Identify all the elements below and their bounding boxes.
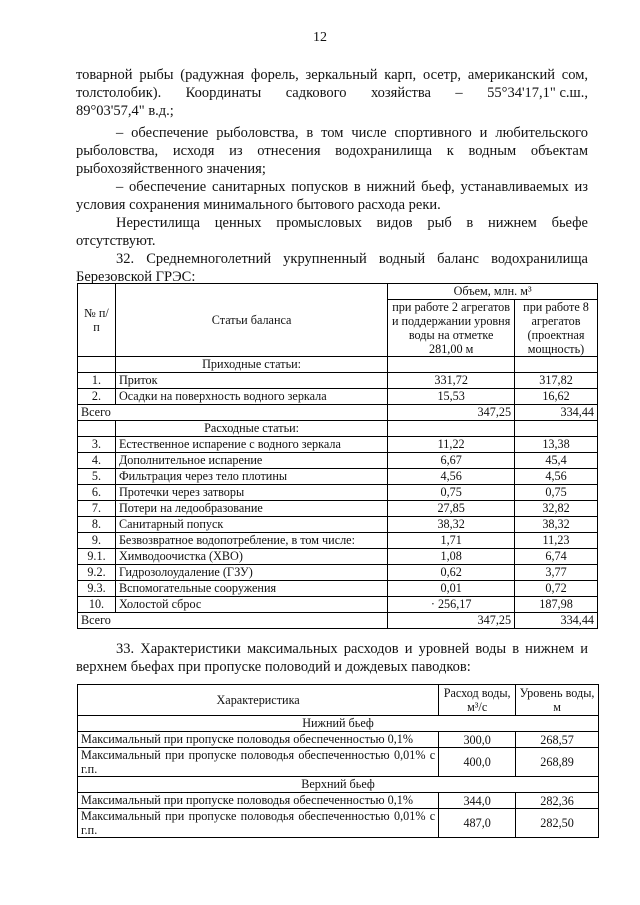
income-title: Приходные статьи: (115, 357, 387, 373)
row-item: Естественное испарение с водного зеркала (115, 437, 387, 453)
row-number: 2. (78, 389, 116, 405)
expense-rows (78, 437, 598, 613)
row-value-2-units: 0,01 (388, 581, 515, 597)
header-level: Уровень воды, м (516, 685, 599, 716)
header-items: Статьи баланса (115, 284, 387, 357)
table-row (78, 485, 598, 501)
row-value-8-units: 0,72 (515, 581, 598, 597)
total-v1: 347,25 (388, 613, 515, 629)
row-value-8-units: 45,4 (515, 453, 598, 469)
row-value-2-units: 4,56 (388, 469, 515, 485)
lower-pool-title-row (78, 716, 599, 732)
section-33-heading: 33. Характеристики максимальных расходов и уровней воды в нижнем и верхнем бьефах при пропуске половодий и дождевых паводков: (76, 641, 588, 675)
page-number: 12 (313, 30, 327, 45)
header-volume: Объем, млн. м³ (388, 284, 598, 300)
table-row (78, 809, 599, 838)
row-value-8-units: 0,75 (515, 485, 598, 501)
row-value-8-units: 32,82 (515, 501, 598, 517)
table-row (78, 748, 599, 777)
row-value-8-units: 6,74 (515, 549, 598, 565)
header-characteristic: Характеристика (78, 685, 439, 716)
row-number: 8. (78, 517, 116, 533)
income-title-row (78, 357, 598, 373)
header-col-2-units: при работе 2 агрегатов и поддержании уровня воды на отметке 281,00 м (388, 300, 515, 357)
row-number: 9. (78, 533, 116, 549)
total-v2: 334,44 (515, 613, 598, 629)
row-item: Дополнительное испарение (115, 453, 387, 469)
total-label: Всего (78, 405, 388, 421)
row-value-8-units: 317,82 (515, 373, 598, 389)
total-v1: 347,25 (388, 405, 515, 421)
row-number: 1. (78, 373, 116, 389)
row-number: 5. (78, 469, 116, 485)
row-value-8-units: 11,23 (515, 533, 598, 549)
intro-line-1: товарной рыбы (радужная форель, зеркальный карп, осетр, американский сом, (76, 67, 588, 83)
lower-pool-rows (78, 732, 599, 777)
row-value-2-units: 38,32 (388, 517, 515, 533)
row-number: 9.1. (78, 549, 116, 565)
row-flow: 300,0 (439, 732, 516, 748)
table-row (78, 549, 598, 565)
row-characteristic: Максимальный при пропуске половодья обеспеченностью 0,01% с г.п. (78, 748, 439, 777)
row-number: 10. (78, 597, 116, 613)
row-value-2-units: 0,75 (388, 485, 515, 501)
table-row (78, 469, 598, 485)
row-item: Безвозвратное водопотребление, в том числе: (115, 533, 387, 549)
upper-pool-title-row (78, 777, 599, 793)
header-col-8-units: при работе 8 агрегатов (проектная мощность) (515, 300, 598, 357)
row-characteristic: Максимальный при пропуске половодья обеспеченностью 0,1% (78, 793, 439, 809)
row-flow: 487,0 (439, 809, 516, 838)
table-row (78, 373, 598, 389)
row-number: 9.2. (78, 565, 116, 581)
row-value-8-units: 3,77 (515, 565, 598, 581)
row-value-8-units: 16,62 (515, 389, 598, 405)
water-balance-table (77, 283, 598, 629)
row-flow: 344,0 (439, 793, 516, 809)
row-item: Химводоочистка (ХВО) (115, 549, 387, 565)
row-value-2-units: 27,85 (388, 501, 515, 517)
intro-line-2: толстолобик). Координаты садкового хозяйства – 55°34'17,1" с.ш., (76, 85, 588, 101)
row-item: Вспомогательные сооружения (115, 581, 387, 597)
total-v2: 334,44 (515, 405, 598, 421)
expense-title: Расходные статьи: (115, 421, 387, 437)
row-value-8-units: 187,98 (515, 597, 598, 613)
lower-pool-title: Нижний бьеф (78, 716, 599, 732)
table-row (78, 732, 599, 748)
row-item: Протечки через затворы (115, 485, 387, 501)
row-item: Потери на ледообразование (115, 501, 387, 517)
row-value-2-units: 6,67 (388, 453, 515, 469)
expense-total-row (78, 613, 598, 629)
upper-pool-rows (78, 793, 599, 838)
table-row (78, 793, 599, 809)
income-total-row (78, 405, 598, 421)
row-value-2-units: 331,72 (388, 373, 515, 389)
row-value-8-units: 4,56 (515, 469, 598, 485)
table-header-row (78, 284, 598, 300)
row-level: 268,89 (516, 748, 599, 777)
row-item: Осадки на поверхность водного зеркала (115, 389, 387, 405)
row-value-2-units: 1,71 (388, 533, 515, 549)
bullet-sanitary: – обеспечение санитарных попусков в нижний бьеф, устанавливаемых из условия сохранения минимального бытового расхода реки. (76, 179, 588, 213)
row-value-8-units: 13,38 (515, 437, 598, 453)
row-number: 4. (78, 453, 116, 469)
row-level: 268,57 (516, 732, 599, 748)
intro-line-3: 89°03'57,4" в.д.; (76, 103, 174, 119)
bullet-fishing: – обеспечение рыболовства, в том числе спортивного и любительского рыболовства, исходя из отнесения водохранилища к водным объектам рыбохозяйственного значения; (76, 125, 588, 177)
spawning-paragraph: Нерестилища ценных промысловых видов рыб в нижнем бьефе отсутствуют. (76, 215, 588, 249)
table-row (78, 597, 598, 613)
table-row (78, 533, 598, 549)
header-flow: Расход воды, м³/с (439, 685, 516, 716)
intro-paragraph (76, 66, 588, 120)
row-item: Гидрозолоудаление (ГЗУ) (115, 565, 387, 581)
table-row (78, 453, 598, 469)
table-header-row (78, 685, 599, 716)
row-value-2-units: 11,22 (388, 437, 515, 453)
section-32-heading: 32. Среднемноголетний укрупненный водный баланс водохранилища Березовской ГРЭС: (76, 251, 588, 285)
row-number: 7. (78, 501, 116, 517)
row-value-2-units: 15,53 (388, 389, 515, 405)
row-value-2-units: 0,62 (388, 565, 515, 581)
table-row (78, 501, 598, 517)
row-item: Приток (115, 373, 387, 389)
row-characteristic: Максимальный при пропуске половодья обеспеченностью 0,01% с г.п. (78, 809, 439, 838)
table-row (78, 517, 598, 533)
flows-levels-table (77, 684, 599, 838)
row-value-8-units: 38,32 (515, 517, 598, 533)
row-value-2-units: 1,08 (388, 549, 515, 565)
table-row (78, 565, 598, 581)
table-row (78, 437, 598, 453)
income-rows (78, 373, 598, 405)
upper-pool-title: Верхний бьеф (78, 777, 599, 793)
row-flow: 400,0 (439, 748, 516, 777)
header-num: № п/п (78, 284, 116, 357)
row-item: Фильтрация через тело плотины (115, 469, 387, 485)
row-item: Холостой сброс (115, 597, 387, 613)
expense-title-row (78, 421, 598, 437)
row-number: 3. (78, 437, 116, 453)
row-level: 282,50 (516, 809, 599, 838)
row-item: Санитарный попуск (115, 517, 387, 533)
row-value-2-units: · 256,17 (388, 597, 515, 613)
row-characteristic: Максимальный при пропуске половодья обеспеченностью 0,1% (78, 732, 439, 748)
table-row (78, 389, 598, 405)
total-label: Всего (78, 613, 388, 629)
row-level: 282,36 (516, 793, 599, 809)
table-row (78, 581, 598, 597)
row-number: 6. (78, 485, 116, 501)
row-number: 9.3. (78, 581, 116, 597)
